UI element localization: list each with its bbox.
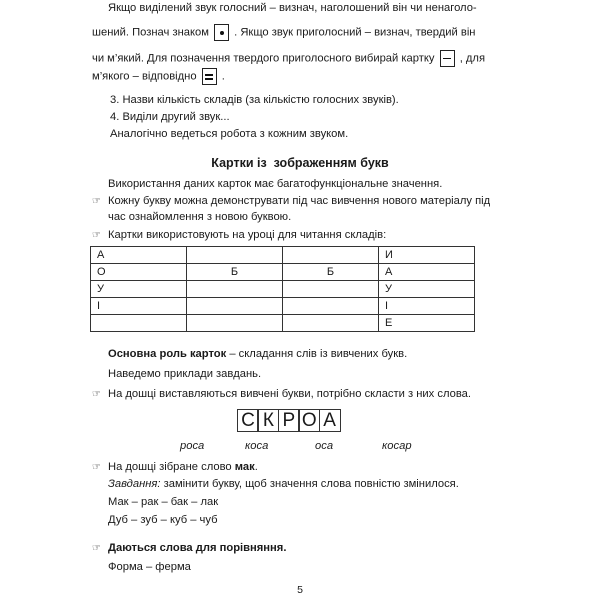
bullet-1-line-1: Кожну букву можна демонструвати під час вивчення нового матеріалу під — [108, 195, 491, 207]
main-role — [108, 348, 407, 360]
letter-card: А — [319, 409, 341, 432]
intro-line-4a: м’якого – відповідно — [92, 70, 197, 83]
pointing-hand-icon: ☞ — [92, 230, 101, 241]
table-cell — [187, 281, 283, 298]
table-cell — [187, 298, 283, 315]
bullet-4-pre: На дошці зібране слово — [108, 461, 235, 473]
main-role-rest: – складання слів із вивчених букв. — [226, 348, 408, 360]
bullet-4-word: мак — [234, 461, 255, 473]
pointing-hand-icon: ☞ — [92, 543, 101, 554]
table-cell — [187, 315, 283, 332]
intro-line-2b: . Якщо звук приголосний – визнач, твердий він — [234, 26, 476, 39]
page-number: 5 — [297, 584, 303, 596]
letter-card: О — [298, 409, 320, 432]
stress-card-icon — [214, 24, 229, 41]
table-row — [91, 298, 475, 315]
intro-line-3 — [92, 50, 485, 67]
bullet-5-text: Даються слова для порівняння. — [108, 542, 287, 554]
table-cell: И — [379, 247, 475, 264]
pointing-hand-icon: ☞ — [92, 389, 101, 400]
table-cell: У — [91, 281, 187, 298]
bullet-1-line-2: час ознайомлення з новою буквою. — [108, 211, 292, 223]
intro-line-4 — [92, 68, 225, 85]
hard-consonant-card-icon — [440, 50, 455, 67]
table-cell: А — [379, 264, 475, 281]
task-line — [108, 478, 459, 490]
pointing-hand-icon: ☞ — [92, 462, 101, 473]
intro-line-2 — [92, 24, 475, 41]
task-label: Завдання: — [108, 478, 161, 490]
bullet-4-post: . — [254, 461, 258, 473]
intro-line-3a: чи м’який. Для позначення твердого приголосного вибирай картку — [92, 52, 435, 65]
table-cell: І — [379, 298, 475, 315]
soft-consonant-card-icon — [202, 68, 217, 85]
table-cell — [283, 247, 379, 264]
syllable-table — [90, 246, 475, 332]
table-cell: І — [91, 298, 187, 315]
word-4: косар — [382, 440, 412, 452]
compare-text: Форма – ферма — [108, 561, 191, 573]
table-row — [91, 247, 475, 264]
intro-line-4b: . — [221, 70, 225, 83]
table-row — [91, 315, 475, 332]
table-cell: Е — [379, 315, 475, 332]
table-cell: У — [379, 281, 475, 298]
step-4: 4. Виділи другий звук... — [110, 111, 230, 123]
bullet-4-text — [108, 461, 258, 473]
letter-card: К — [257, 409, 279, 432]
letter-card: С — [237, 409, 259, 432]
step-analog: Аналогічно ведеться робота з кожним звуком. — [110, 128, 349, 140]
table-cell — [283, 298, 379, 315]
intro-line-2a: шений. Познач знаком — [92, 26, 209, 39]
main-role-bold: Основна роль карток — [108, 348, 227, 360]
intro-line-1: Якщо виділений звук голосний – визнач, наголошений він чи ненаголо- — [108, 2, 477, 14]
step-3: 3. Назви кількість складів (за кількістю голосних звуків). — [110, 94, 399, 106]
letter-cards — [237, 409, 339, 432]
letter-card: Р — [278, 409, 300, 432]
bullet-2-text: Картки використовують на уроці для читання складів: — [108, 229, 387, 241]
section-title: Картки із зображенням букв — [211, 156, 389, 170]
examples-intro: Наведемо приклади завдань. — [108, 368, 262, 380]
intro-line-3b: , для — [459, 52, 486, 65]
pointing-hand-icon: ☞ — [92, 196, 101, 207]
word-2: коса — [245, 440, 269, 452]
table-cell — [283, 315, 379, 332]
bullet-3-text: На дошці виставляються вивчені букви, потрібно скласти з них слова. — [108, 388, 471, 400]
table-row — [91, 281, 475, 298]
table-cell — [283, 281, 379, 298]
table-cell: Б — [187, 264, 283, 281]
task-text: замінити букву, щоб значення слова повністю змінилося. — [160, 478, 459, 490]
word-chain-1: Мак – рак – бак – лак — [108, 496, 219, 508]
table-cell — [187, 247, 283, 264]
table-row — [91, 264, 475, 281]
table-cell: О — [91, 264, 187, 281]
usage-text: Використання даних карток має багатофункціональне значення. — [108, 178, 443, 190]
table-cell — [91, 315, 187, 332]
word-3: оса — [315, 440, 334, 452]
table-cell: А — [91, 247, 187, 264]
word-chain-2: Дуб – зуб – куб – чуб — [108, 514, 218, 526]
word-1: роса — [180, 440, 205, 452]
table-cell: Б — [283, 264, 379, 281]
